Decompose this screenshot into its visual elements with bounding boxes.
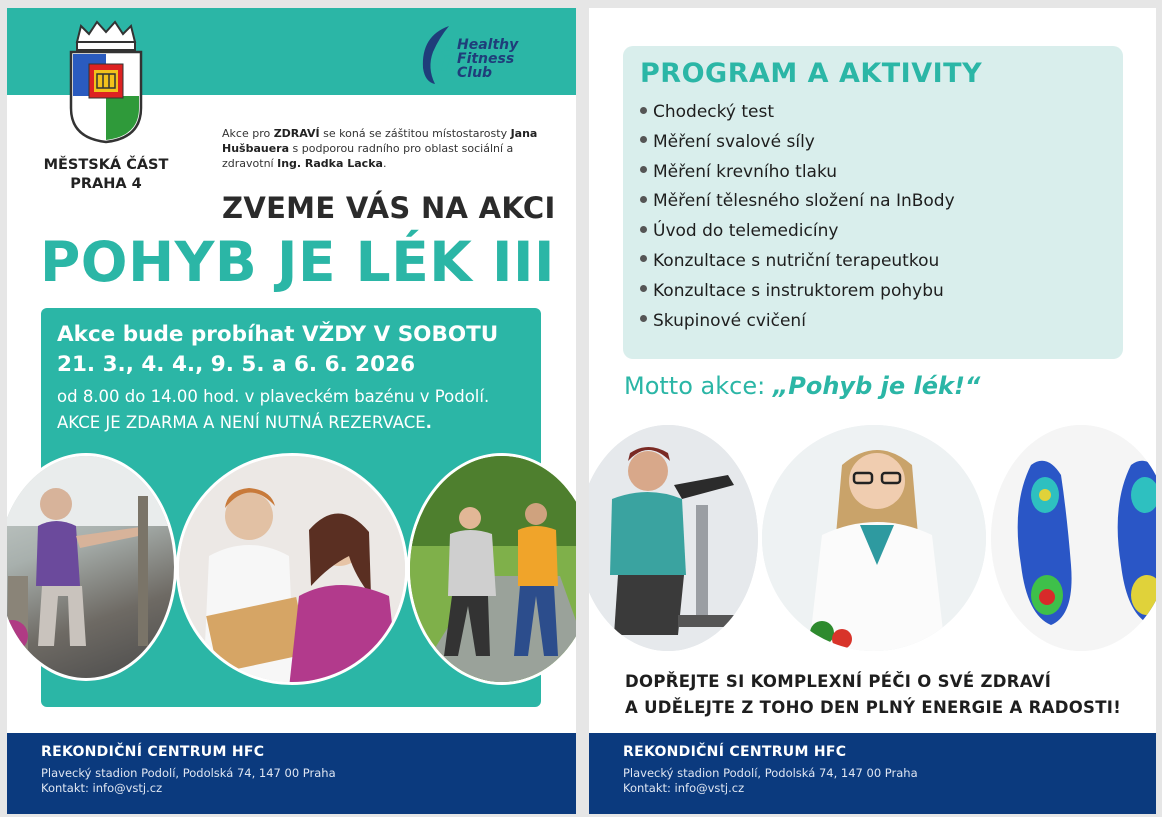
bullet-icon bbox=[640, 166, 647, 173]
bullet-icon bbox=[640, 107, 647, 114]
footer-contact[interactable]: Kontakt: info@vstj.cz bbox=[41, 781, 163, 795]
intro-councillor: Ing. Radka Lacka bbox=[277, 157, 383, 170]
footer-left bbox=[7, 733, 576, 814]
right-flyer-page bbox=[589, 8, 1156, 814]
bullet-icon bbox=[640, 315, 647, 322]
event-title: POHYB JE LÉK III bbox=[40, 230, 555, 294]
program-item: Měření tělesného složení na InBody bbox=[640, 187, 955, 217]
footer-right bbox=[589, 733, 1156, 814]
district-logo bbox=[41, 20, 171, 200]
photo-doctor-consultation bbox=[176, 453, 408, 685]
intro-part-e: s podporou radního pro oblast sociální a zdravotní bbox=[222, 142, 514, 170]
photo-foot-pressure-scan bbox=[988, 422, 1156, 654]
free-entry-note: AKCE JE ZDARMA A NENÍ NUTNÁ REZERVACE. bbox=[57, 413, 432, 432]
photo-doctor bbox=[759, 422, 989, 654]
intro-period: . bbox=[382, 157, 387, 170]
hfc-logo-line1: Healthy bbox=[457, 37, 519, 53]
schedule-dates: 21. 3., 4. 4., 9. 5. a 6. 6. 2026 bbox=[57, 352, 416, 377]
patronage-text bbox=[222, 126, 552, 171]
closing-line2: A UDĚLEJTE Z TOHO DEN PLNÝ ENERGIE A RADOSTI! bbox=[625, 698, 1122, 717]
motto-text: „Pohyb je lék!“ bbox=[772, 372, 981, 400]
footer-title: REKONDIČNÍ CENTRUM HFC bbox=[623, 744, 847, 760]
program-heading: PROGRAM A AKTIVITY bbox=[640, 58, 983, 89]
footer-title: REKONDIČNÍ CENTRUM HFC bbox=[41, 744, 265, 760]
bullet-icon bbox=[640, 196, 647, 203]
footer-address: Plavecký stadion Podolí, Podolská 74, 147 00 Praha bbox=[41, 766, 336, 780]
intro-deputy-mayor: Jana Hušbauera bbox=[222, 127, 538, 155]
photo-exercise-bike bbox=[589, 422, 761, 654]
crest-label-line2: PRAHA 4 bbox=[70, 176, 142, 192]
hfc-logo bbox=[419, 24, 559, 88]
hfc-logo-line3: Club bbox=[457, 65, 493, 81]
footer-contact[interactable]: Kontakt: info@vstj.cz bbox=[623, 781, 745, 795]
program-item: Konzultace s nutriční terapeutkou bbox=[640, 247, 955, 277]
bullet-icon bbox=[640, 226, 647, 233]
intro-part-c: se koná se záštitou místostarosty bbox=[319, 127, 511, 140]
program-item: Měření svalové síly bbox=[640, 128, 955, 158]
program-item: Měření krevního tlaku bbox=[640, 158, 955, 188]
intro-part-a: Akce pro bbox=[222, 127, 274, 140]
closing-message bbox=[625, 669, 1121, 721]
crest-label-line1: MĚSTSKÁ ČÁST bbox=[43, 157, 169, 173]
schedule-line1: Akce bude probíhat VŽDY V SOBOTU bbox=[57, 322, 499, 347]
hfc-logo-line2: Fitness bbox=[457, 51, 515, 67]
footer-address: Plavecký stadion Podolí, Podolská 74, 147 00 Praha bbox=[623, 766, 918, 780]
bullet-icon bbox=[640, 136, 647, 143]
program-list bbox=[640, 98, 955, 336]
praha4-crest-icon bbox=[67, 20, 145, 144]
program-item: Konzultace s instruktorem pohybu bbox=[640, 277, 955, 307]
program-item: Úvod do telemedicíny bbox=[640, 217, 955, 247]
left-flyer-page bbox=[7, 8, 576, 814]
bullet-icon bbox=[640, 285, 647, 292]
invite-heading: ZVEME VÁS NA AKCI bbox=[222, 191, 556, 225]
intro-health: ZDRAVÍ bbox=[273, 127, 320, 140]
time-and-place: od 8.00 do 14.00 hod. v plaveckém bazénu v Podolí. bbox=[57, 387, 490, 406]
program-item: Chodecký test bbox=[640, 98, 955, 128]
motto bbox=[624, 372, 980, 400]
closing-line1: DOPŘEJTE SI KOMPLEXNÍ PÉČI O SVÉ ZDRAVÍ bbox=[625, 672, 1052, 691]
program-item: Skupinové cvičení bbox=[640, 307, 955, 337]
program-box bbox=[623, 46, 1123, 359]
motto-label: Motto akce: bbox=[624, 372, 773, 400]
bullet-icon bbox=[640, 255, 647, 262]
